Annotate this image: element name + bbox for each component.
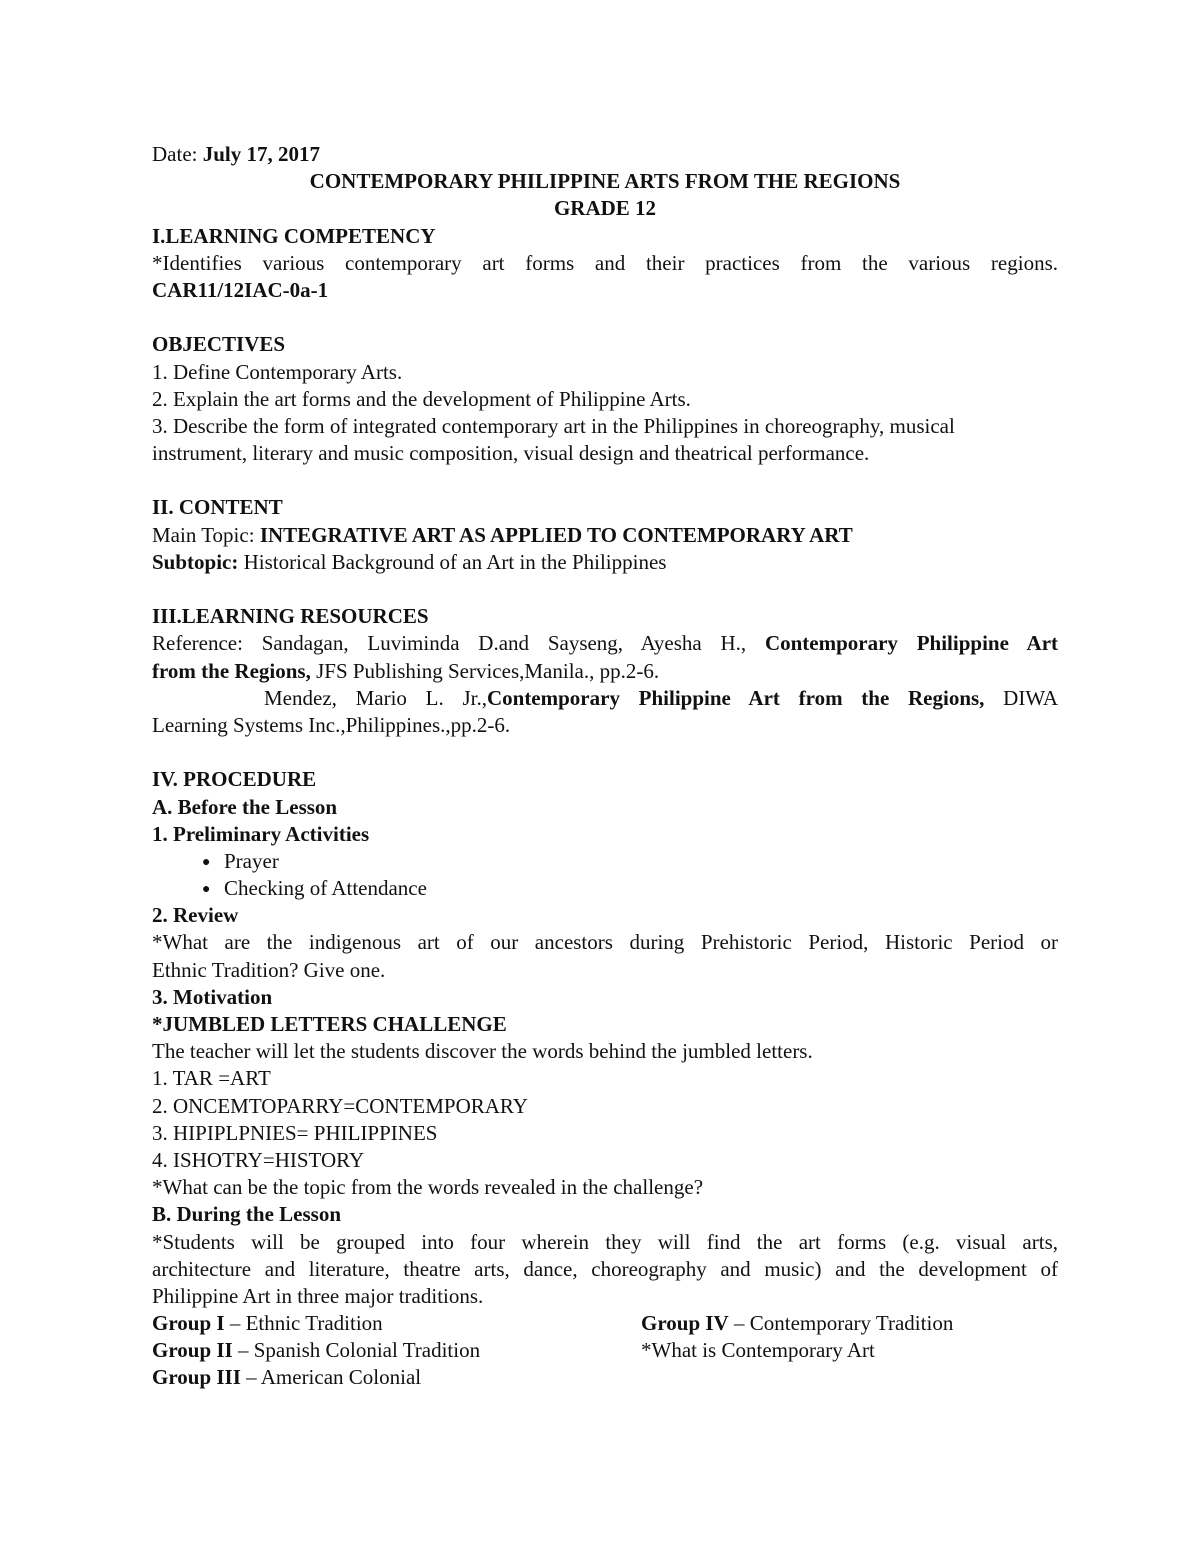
group-row <box>152 1310 1058 1337</box>
motivation-heading: 3. Motivation <box>152 984 273 1009</box>
resources-heading: III.LEARNING RESOURCES <box>152 604 429 629</box>
list-item <box>152 848 1058 875</box>
date-value: July 17, 2017 <box>202 142 320 166</box>
subtopic <box>152 549 1058 576</box>
jumbled-item: 3. HIPIPLPNIES= PHILIPPINES <box>152 1120 438 1145</box>
group-label: Group I <box>152 1311 225 1336</box>
date-line <box>152 141 1058 168</box>
reference-1-line-1 <box>152 630 1058 657</box>
group-label: Group II <box>152 1338 233 1363</box>
main-topic-label: Main Topic: <box>152 522 260 547</box>
subtopic-label: Subtopic: <box>152 549 239 574</box>
group-text: – American Colonial <box>240 1365 422 1390</box>
objective-item: 2. Explain the art forms and the development of Philippine Arts. <box>152 386 691 411</box>
challenge-heading: *JUMBLED LETTERS CHALLENGE <box>152 1012 507 1036</box>
reference-1-title: Contemporary Philippine Art <box>764 631 1058 656</box>
review-text: *What are the indigenous art of our ancestors during Prehistoric Period, Historic Period or <box>152 930 1058 955</box>
jumbled-item: 4. ISHOTRY=HISTORY <box>152 1147 365 1172</box>
grade-level: GRADE 12 <box>553 196 657 221</box>
group-label: Group IV <box>641 1311 729 1336</box>
during-text: architecture and literature, theatre arts, dance, choreography and music) and the development of <box>152 1256 1058 1281</box>
reference-2-line-2: Learning Systems Inc.,Philippines.,pp.2-6. <box>152 712 511 737</box>
during-lesson-heading: B. During the Lesson <box>152 1202 342 1227</box>
before-lesson-heading: A. Before the Lesson <box>152 794 338 819</box>
group-row <box>152 1337 1058 1364</box>
jumbled-item: 2. ONCEMTOPARRY=CONTEMPORARY <box>152 1093 528 1118</box>
review-heading: 2. Review <box>152 903 239 928</box>
group-4 <box>641 1310 953 1337</box>
group-3 <box>152 1364 641 1391</box>
bullet-icon: ● <box>202 882 211 898</box>
challenge-intro: The teacher will let the students discover the words behind the jumbled letters. <box>152 1039 813 1064</box>
document-title: CONTEMPORARY PHILIPPINE ARTS FROM THE REGIONS <box>309 169 901 194</box>
reference-1-authors: Reference: Sandagan, Luviminda D.and Sayseng, Ayesha H., <box>152 631 765 656</box>
review-text: Ethnic Tradition? Give one. <box>152 957 386 982</box>
group-question: *What is Contemporary Art <box>641 1338 875 1363</box>
main-topic-value: INTEGRATIVE ART AS APPLIED TO CONTEMPORARY ART <box>259 522 853 547</box>
content-heading: II. CONTENT <box>152 495 283 520</box>
objective-item: 3. Describe the form of integrated contemporary art in the Philippines in choreography, musical <box>152 413 955 438</box>
group-text: – Ethnic Tradition <box>224 1311 383 1336</box>
reference-2-title: Contemporary Philippine Art from the Regions, <box>486 685 985 710</box>
reference-2-line-1 <box>152 685 1058 712</box>
list-item <box>152 875 1058 902</box>
preliminary-heading: 1. Preliminary Activities <box>152 821 370 846</box>
reference-1-title-end: from the Regions, <box>152 658 311 683</box>
objective-item: 1. Define Contemporary Arts. <box>152 359 403 384</box>
date-label: Date: <box>152 142 203 166</box>
procedure-heading: IV. PROCEDURE <box>152 767 317 792</box>
bullet-icon: ● <box>202 854 211 870</box>
group-row <box>152 1364 1058 1391</box>
during-text: Philippine Art in three major traditions. <box>152 1283 484 1308</box>
group-label: Group III <box>152 1365 241 1390</box>
competency-code: CAR11/12IAC-0a-1 <box>152 277 329 302</box>
lesson-plan <box>152 141 1058 1392</box>
group-1 <box>152 1310 641 1337</box>
reference-2-publisher: DIWA <box>984 685 1058 710</box>
competency-heading: I.LEARNING COMPETENCY <box>152 223 436 248</box>
main-topic <box>152 522 1058 549</box>
subtopic-value: Historical Background of an Art in the Philippines <box>238 549 667 574</box>
challenge-question: *What can be the topic from the words revealed in the challenge? <box>152 1175 704 1200</box>
reference-1-line-2 <box>152 658 1058 685</box>
bullet-text: Prayer <box>224 848 279 873</box>
group-2 <box>152 1337 641 1364</box>
objective-item: instrument, literary and music composition, visual design and theatrical performance. <box>152 441 870 466</box>
bullet-text: Checking of Attendance <box>224 876 427 901</box>
group-text: – Spanish Colonial Tradition <box>232 1338 481 1363</box>
group-text: – Contemporary Tradition <box>728 1311 954 1336</box>
reference-1-publisher: JFS Publishing Services,Manila., pp.2-6. <box>310 658 660 683</box>
during-text: *Students will be grouped into four wherein they will find the art forms (e.g. visual arts, <box>152 1229 1058 1254</box>
reference-2-author: Mendez, Mario L. Jr., <box>264 685 487 710</box>
objectives-heading: OBJECTIVES <box>152 332 286 357</box>
jumbled-item: 1. TAR =ART <box>152 1066 271 1091</box>
competency-text: *Identifies various contemporary art forms and their practices from the various regions. <box>152 250 1058 275</box>
